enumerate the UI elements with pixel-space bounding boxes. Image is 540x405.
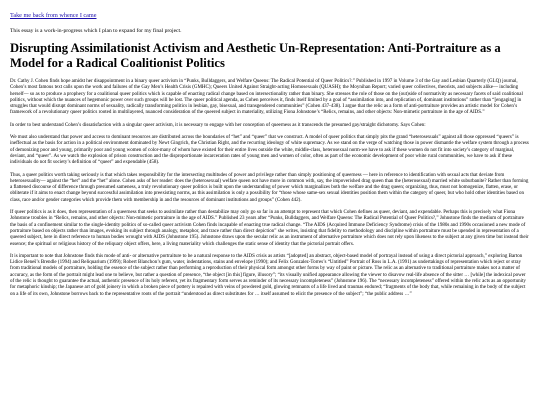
paragraph-johnstone: If queer politics is as it does, then representation of a queerness that seeks to assimilate rather than destabilize may only go so far in an attempt to represent that which Cohen defines as queer, deviant, and expendable. Perhaps this is precisely what Fiona Johnstone troubles in “Relics, remains, and other objects: Non-mimetic portraiture in the age of AIDS.” Published 23 years after “Punks, Bulldaggers, and Welfare Queens: The Radical Potential of Queer Politics?,” Johnstone finds the medium of portraiture the basis of a confinement similar to the single-identity politics of so-called queer activism Cohen finds incapable of enacting true radical change. “The AIDS (Acquired Immune Deficiency Syndrome) crisis of the 1980s and 1990s occasioned a new mode of portraiture based on objects rather than images, evoking its subject through analogy, metaphor, and trace rather than direct depiction” she writes, insisting that fidelity to methodology and discipline within portraiture must be upended in representation of a queered subject, here in direct reference to human bodies wrought with AIDS (Johnstone 195). Johnstone draws upon the secular relic as an instrument of alternative portraiture which does not rely upon likeness to the subject at any given time but instead their essence; the spiritual or religious history of the reliquary object offers, here, a living materiality which challenges the static sense of identity that the pictorial portrait offers. [10, 210, 529, 247]
essay-title: Disrupting Assimilationist Activism and Aesthetic Un-Representation: Anti-Portraiture as a Model for a Radical Coalitionist Politics [10, 41, 501, 70]
paragraph-transition: In order to best understand Cohen’s dissatisfaction with a singular queer activism, it is necessary to engage with her conception of queerness as it transcends the presumed gay/straight dichotomy. Says Cohen: [10, 122, 426, 128]
work-in-progress-note: This essay is a work-in-progress which I plan to expand for my final project. [10, 28, 182, 34]
back-link[interactable]: Take me back from whence I came [10, 12, 97, 19]
paragraph-relic: It is important to note that Johnstone finds this mode of anti- or alternative portraiture to be a natural response to the AIDS crisis as artists “[adopted] an abstract, object-based model of portrayal instead of using a direct pictorial approach,” exploring Barton Lidice Beneš’s Brendle (1994) and Reliquarium (1999); Robert Blanchon’s gum, water, indentations, stains and envelope (1990); and Felix Gonzalez-Torres’s “Untitled” Portrait of Ross in L.A. (1991) as undertakings of representation which reject or stray from traditional models of portraiture, holding the essence of the subject rather than performing a reproduction of their physical form amongst other forms by way of paint or picture. The relic as an alternative to traditional portraiture makes not a matter of accuracy, as the form of the portrait might lead one to believe, but rather a question of presence, “the object [in this] figure, illusory”; “its visually unified appearance allowing the viewer to disavow real-life absence of the sitter … [while] the indexical power of the relic is thought to guarantee the actual, authentic presence of its holy referent, yet its fragmentary form serves as reminder of its necessary incompleteness” (Johnstone 196). The “necessary incompleteness” offered within the relic acts as an opportunity for metaphoric kinship; the Japanese art of gold joinery in which a broken piece of pottery is repaired with veins of powdered gold, glowing remnants of a life lived and traumas endured; “fragments of the body that, while remaining in the body of the subject on a life of its own, Johnstone borrows back to the representative roots of the portrait “understood as direct substitutes for … itself assumed to elicit the presence of the subject”; “the public address …” [10, 253, 526, 297]
paragraph-intro: Dr. Cathy J. Cohen finds hope amidst her disappointment in a binary queer activism in “Punks, Bulldaggers, and Welfare Queens: The Radical Potential of Queer Politics?.” Published in 1997 in Volume 3 of the Gay and Lesbian Quarterly (GLQ) journal, Cohen’s most famous text calls upon the work and failures of the Gay Men’s Health Crisis (GMHC); Queers United Against Straight-acting Homosexuals (QUASH); the Moynihan Report; varied queer collectives, theorists, and subjects alike— including herself— so as to produce a prophecy for a coalitional queer politics which is capable of enacting radical change based on intersectionality rather than binary. She stresses the role of those on the (out)side of normativity as necessary facets of said coalitional politics, without which the nuances of hegemonic power over such groups will be lost. The queer political agenda, as Cohen perceives it, finds itself limited by a goal of “assimilation into, and replication of, dominant institutions” rather than “[engaging] in struggles that would disrupt dominant norms of sexuality, radically transforming politics in lesbian, gay, bisexual, and transgendered communities” (Cohen 437-438). I argue that the relic as a form of anti-portraiture provides an artistic model for Cohen’s framework of a revolutionary queer politics rooted in multilayered, nuanced consideration of the queered subject in materiality, utilizing Fiona Johnstone’s “Relics, remains, and other objects: Non-mimetic portraiture in the age of AIDS.” [10, 79, 523, 116]
paragraph-block-quote: We must also understand that power and access to dominant resources are distributed across the boundaries of “het” and “queer” that we construct. A model of queer politics that simply pits the grand “heterosexuals” against all those oppressed “queers” is ineffectual as the basis for action in a political environment dominated by Newt Gingrich, the Christian Right, and the recurring ideology of white supremacy. As we stand on the verge of watching those in power dismantle the welfare system through a process of demonizing poor and young, primarily poor and young women of color-many of whom have existed for their entire lives outside the white, middle-class, heterosexual norm-we have to ask if these women do not fit into society’s category of marginal, deviant, and “queer”. As we watch the explosion of prison construction and the disproportionate incarceration rates of young men and women of color, often as part of the economic development of poor white rural communities, we have to ask if these individuals do not fit society’s definition of “queer” and expendable (458). [10, 135, 529, 166]
paragraph-coalition: Thus, a queer politics worth taking seriously is that which takes responsibility for the intersecting multitudes of power and privilege rather than simply positioning of queerness — here in reference to identification with sexual acts that deviate from heterosexuality— against the “het” and the “het” alone. Cohen asks of her reader: does the (heterosexual) welfare queen not have more in common with, say, the impoverished drag queen than the (heterosexual) married white suburbanite? Rather than forming a flattened discourse of difference through presumed sameness, a truly revolutionary queer politics is built upon the understanding of power which marginalizes both the welfare and the drag queen; organizing, thus, must not homogenize, flatten, erase, or obliterate if it aims to enact change beyond successful assimilation into preexisting norms, as this assimilation is only a possibility for “those whose same-sex sexual identities position them within the category of queer, but who hold other identities based on class, race and/or gender categories which provide them with membership in and the resources of dominant institutions and groups” (Cohen 442). [10, 172, 529, 203]
